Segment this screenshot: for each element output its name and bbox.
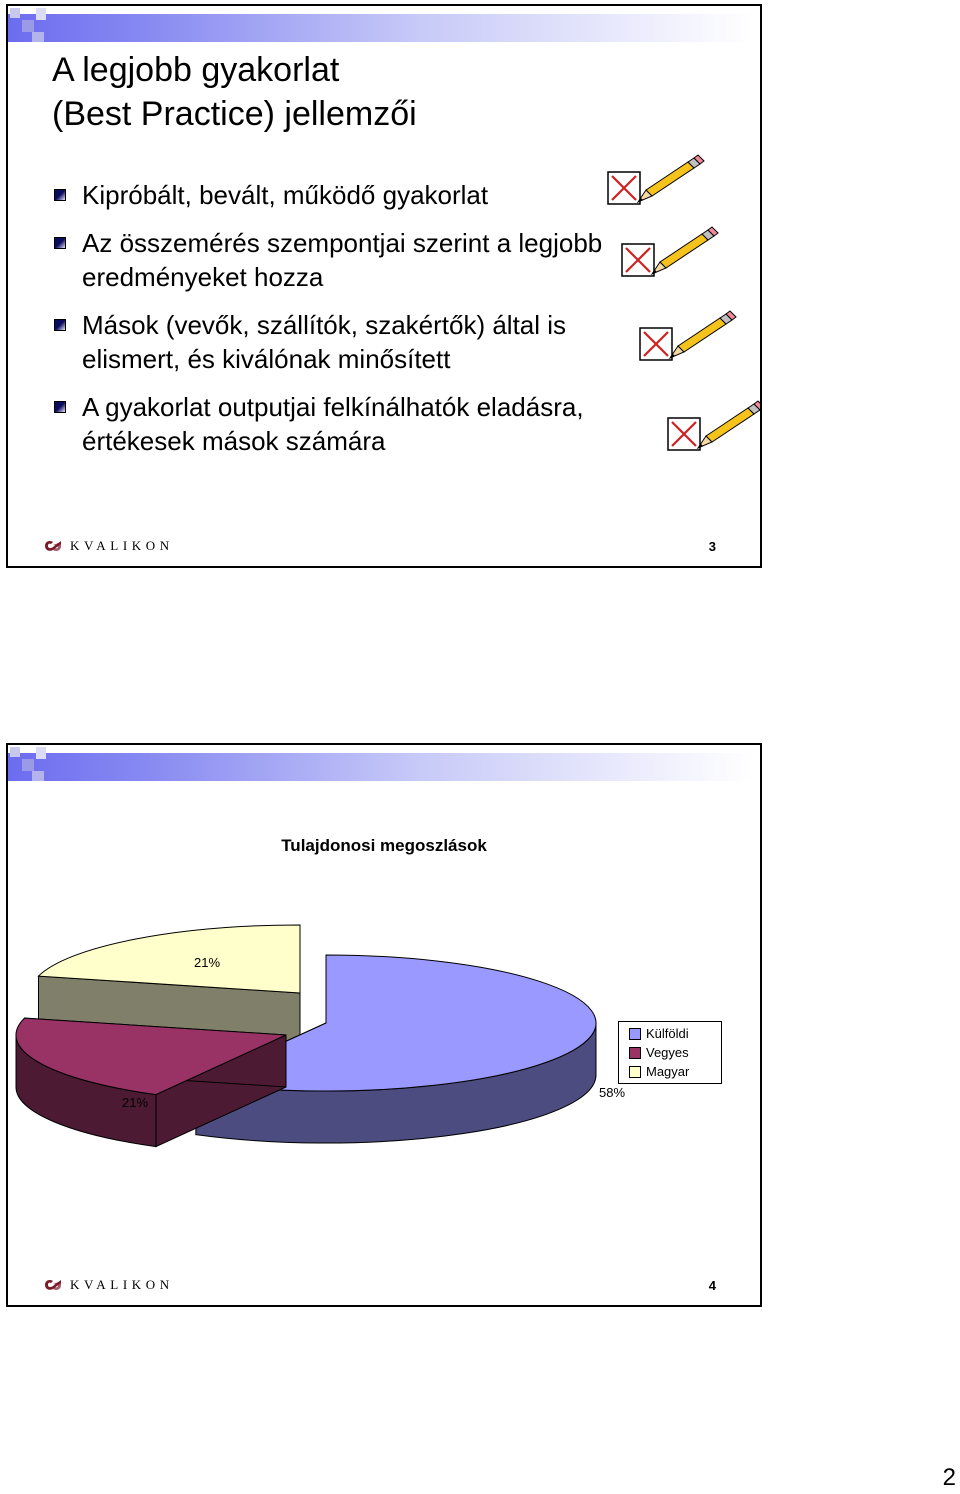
slide-page-number: 3 bbox=[708, 539, 716, 554]
kvalikon-logo bbox=[44, 538, 174, 554]
legend-swatch bbox=[629, 1028, 641, 1040]
pencil-icon bbox=[638, 155, 704, 202]
square-bullet-icon bbox=[54, 237, 66, 249]
legend-item bbox=[629, 1024, 721, 1043]
pencil-icon bbox=[698, 401, 762, 448]
data-label-vegyes: 21% bbox=[122, 1095, 149, 1110]
square-bullet-icon bbox=[54, 401, 66, 413]
bullet-item bbox=[52, 308, 622, 376]
slide-4 bbox=[6, 743, 762, 1307]
checkbox-x-icon bbox=[640, 328, 672, 360]
legend-label: Magyar bbox=[646, 1064, 690, 1079]
pencil-icon bbox=[670, 311, 736, 358]
title-line-2: (Best Practice) jellemzői bbox=[52, 95, 417, 133]
chart-title: Tulajdonosi megoszlások bbox=[281, 836, 487, 855]
decorative-square bbox=[32, 32, 44, 42]
slide-3 bbox=[6, 4, 762, 568]
decorative-square bbox=[22, 20, 34, 32]
legend-swatch bbox=[629, 1066, 641, 1078]
bullet-text: Kipróbált, bevált, működő gyakorlat bbox=[82, 180, 489, 210]
square-bullet-icon bbox=[54, 319, 66, 331]
bullet-item bbox=[52, 226, 622, 294]
legend-item bbox=[629, 1062, 721, 1081]
slide-title bbox=[52, 48, 417, 136]
bullet-text: A gyakorlat outputjai felkínálhatók eladásra, értékesek mások számára bbox=[82, 392, 584, 456]
kvalikon-logo-icon bbox=[44, 1278, 62, 1292]
legend-swatch bbox=[629, 1047, 641, 1059]
legend-item bbox=[629, 1043, 721, 1062]
bullet-item bbox=[52, 178, 622, 212]
checkbox-pencil-clipart bbox=[602, 152, 762, 462]
legend-label: Vegyes bbox=[646, 1045, 689, 1060]
checkbox-x-icon bbox=[668, 418, 700, 450]
legend-label: Külföldi bbox=[646, 1026, 689, 1041]
decorative-square bbox=[10, 8, 20, 18]
kvalikon-logo-icon bbox=[44, 539, 62, 553]
square-bullet-icon bbox=[54, 189, 66, 201]
logo-wordmark: KVALIKON bbox=[70, 538, 174, 553]
title-line-1: A legjobb gyakorlat bbox=[52, 51, 340, 89]
logo-wordmark: KVALIKON bbox=[70, 1277, 174, 1292]
document-page-number: 2 bbox=[942, 1464, 956, 1491]
checkbox-x-icon bbox=[622, 244, 654, 276]
chart-legend bbox=[618, 1021, 722, 1084]
bullet-list bbox=[52, 178, 622, 472]
bullet-text: Az összemérés szempontjai szerint a legjobb eredményeket hozza bbox=[82, 228, 603, 292]
slide-page-number: 4 bbox=[708, 1278, 716, 1293]
data-label-magyar: 21% bbox=[194, 955, 221, 970]
kvalikon-logo bbox=[44, 1277, 174, 1293]
decorative-header-bar bbox=[8, 14, 753, 42]
bullet-item bbox=[52, 390, 622, 458]
checkbox-x-icon bbox=[608, 172, 640, 204]
decorative-square bbox=[36, 8, 46, 20]
bullet-text: Mások (vevők, szállítók, szakértők) által is elismert, és kiválónak minősített bbox=[82, 310, 567, 374]
pencil-icon bbox=[652, 227, 718, 274]
data-label-kulfoldi: 58% bbox=[599, 1085, 626, 1100]
